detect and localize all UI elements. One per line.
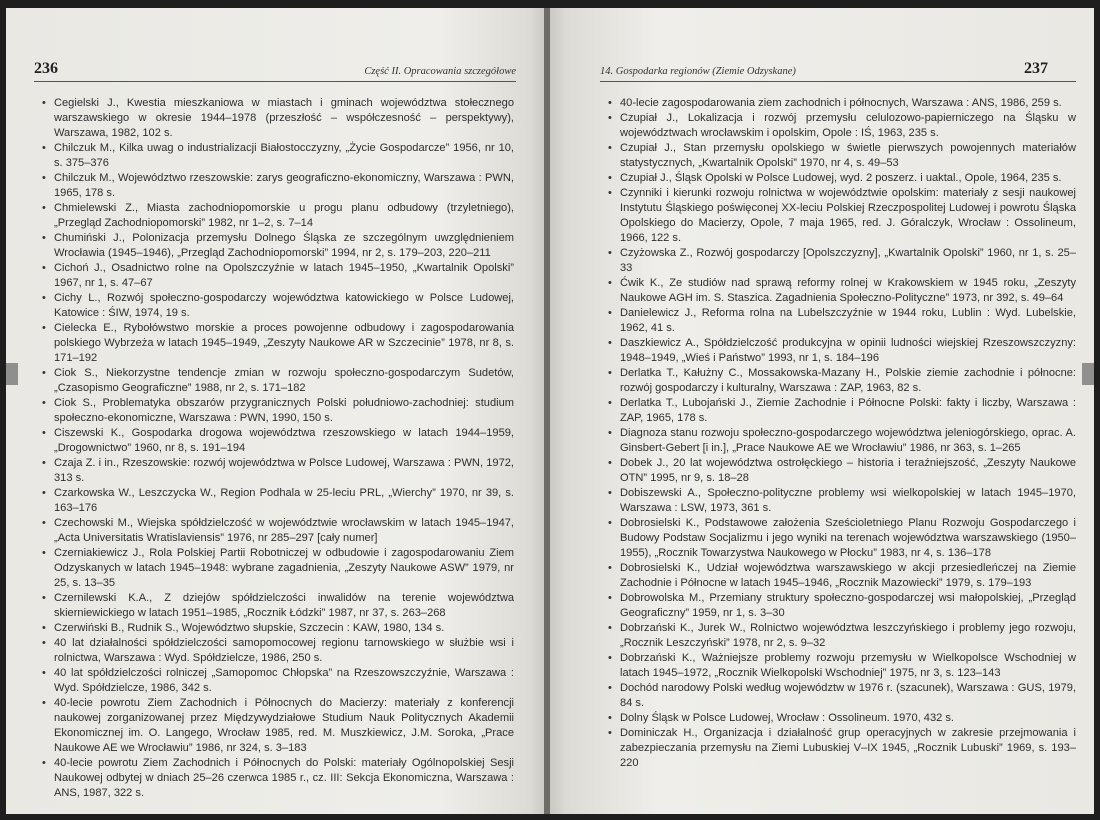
bibliography-entry: • Dobrzański K., Ważniejsze problemy rozwoju przemysłu w Wielkopolsce Wschodniej w latach 1945–1972, „Rocznik Wielkopolski Wschodniej” 1975, nr 3, s. 123–143: [610, 651, 1076, 681]
bibliography-entry: • Dobrowolska M., Przemiany struktury społeczno-gospodarczej wsi małopolskiej, „Przegląd Geograficzny” 1959, nr 1, s. 3–30: [610, 591, 1076, 621]
bibliography-entry: • Dochód narodowy Polski według województw w 1976 r. (szacunek), Warszawa : GUS, 1979, 84 s.: [610, 681, 1076, 711]
bibliography-entry: • Chilczuk M., Kilka uwag o industrializacji Białostocczyzny, „Życie Gospodarcze” 1956, nr 10, s. 375–376: [44, 141, 514, 171]
bibliography-entry: • Derlatka T., Lubojański J., Ziemie Zachodnie i Północne Polski: fakty i liczby, Warszawa : ZAP, 1965, 178 s.: [610, 396, 1076, 426]
running-head: Część II. Opracowania szczegółowe: [364, 66, 516, 77]
bibliography-entry: • Ćwik K., Ze studiów nad sprawą reformy rolnej w Krakowskiem w 1945 roku, „Zeszyty Naukowe AGH im. S. Staszica. Zagadnienia Społeczno-Polityczne” 1973, nr 392, s. 49–64: [610, 276, 1076, 306]
bibliography-entry: • Ciok S., Niekorzystne tendencje zmian w rozwoju społeczno-gospodarczym Sudetów, „Czasopismo Geograficzne” 1988, nr 2, s. 171–182: [44, 366, 514, 396]
bibliography-entry: • 40 lat spółdzielczości rolniczej „Samopomoc Chłopska” na Rzeszowszczyźnie, Warszawa : Wyd. Spółdzielcze, 1986, 342 s.: [44, 666, 514, 696]
header-rule: [34, 81, 516, 82]
book-spread: [6, 8, 1094, 814]
bibliography-entry: • 40-lecie powrotu Ziem Zachodnich i Północnych do Polski: materiały Ogólnopolskiej Sesji Naukowej odbytej w dniach 25–26 czerwca 1985 r., cz. III: Sekcja Ekonomiczna, Warszawa : ANS, 1987, 322 s.: [44, 756, 514, 801]
bibliography-entry: • 40-lecie zagospodarowania ziem zachodnich i północnych, Warszawa : ANS, 1986, 259 s.: [610, 96, 1076, 111]
bibliography-entry: • Czynniki i kierunki rozwoju rolnictwa w województwie opolskim: materiały z sesji naukowej Instytutu Śląskiego poświęconej XX-leciu Polskiej Rzeczpospolitej Ludowej i powrotu Śląska Opolskiego do Macierzy, Opole, 7 maja 1965, red. J. Góralczyk, Wrocław : Ossolineum, 1966, 122 s.: [610, 186, 1076, 246]
bibliography-entry: • Daszkiewicz A., Spółdzielczość produkcyjna w opinii ludności wiejskiej Rzeszowszczyzny: 1948–1949, „Wieś i Państwo” 1993, nr 1, s. 184–196: [610, 336, 1076, 366]
bibliography-entry: • Dolny Śląsk w Polsce Ludowej, Wrocław : Ossolineum. 1970, 432 s.: [610, 711, 1076, 726]
bibliography-entry: • Cichy L., Rozwój społeczno-gospodarczy województwa katowickiego w Polsce Ludowej, Katowice : ŚIW, 1974, 19 s.: [44, 291, 514, 321]
bibliography-entry: • Chilczuk M., Województwo rzeszowskie: zarys geograficzno-ekonomiczny, Warszawa : PWN, 1965, 178 s.: [44, 171, 514, 201]
bibliography-entry: • Czarkowska W., Leszczycka W., Region Podhala w 25-leciu PRL, „Wierchy” 1970, nr 39, s. 163–176: [44, 486, 514, 516]
bibliography-entry: • Cielecka E., Rybołówstwo morskie a proces powojenne odbudowy i zagospodarowania polskiego Wybrzeża w latach 1945–1949, „Zeszyty Naukowe AR w Szczecinie” 1978, nr 8, s. 171–192: [44, 321, 514, 366]
bibliography-entry: • Chmielewski Z., Miasta zachodniopomorskie u progu planu odbudowy (trzyletniego), „Przegląd Zachodniopomorski” 1982, nr 1–2, s. 7–14: [44, 201, 514, 231]
running-head: 14. Gospodarka regionów (Ziemie Odzyskane): [600, 66, 796, 77]
header-rule: [600, 81, 1076, 82]
bibliography-list: [610, 96, 1076, 771]
bibliography-entry: • Czupiał J., Śląsk Opolski w Polsce Ludowej, wyd. 2 poszerz. i uaktal., Opole, 1964, 235 s.: [610, 171, 1076, 186]
bibliography-entry: • Danielewicz J., Reforma rolna na Lubelszczyźnie w 1944 roku, Lublin : Wyd. Lubelskie, 1962, 41 s.: [610, 306, 1076, 336]
bibliography-entry: • Dobiszewski A., Społeczno-polityczne problemy wsi wielkopolskiej w latach 1945–1970, Warszawa : LSW, 1973, 361 s.: [610, 486, 1076, 516]
thumb-tab: [1082, 363, 1094, 385]
bibliography-entry: • Czerwiński B., Rudnik S., Województwo słupskie, Szczecin : KAW, 1980, 134 s.: [44, 621, 514, 636]
bibliography-entry: • Dobrosielski K., Udział województwa warszawskiego w akcji przesiedleńczej na Ziemie Zachodnie i Północne w latach 1945–1946, „Rocznik Mazowiecki” 1979, s. 179–193: [610, 561, 1076, 591]
bibliography-entry: • Ciszewski K., Gospodarka drogowa województwa rzeszowskiego w latach 1944–1959, „Drogownictwo” 1960, nr 8, s. 191–194: [44, 426, 514, 456]
bibliography-entry: • Dobek J., 20 lat województwa ostrołęckiego – historia i teraźniejszość, „Zeszyty Naukowe OTN” 1995, nr 9, s. 18–28: [610, 456, 1076, 486]
bibliography-list: [44, 96, 514, 801]
bibliography-entry: • Czerniakiewicz J., Rola Polskiej Partii Robotniczej w odbudowie i zagospodarowaniu Ziem Odzyskanych w latach 1945–1948: wybrane zagadnienia, „Zeszyty Naukowe ASW” 1979, nr 25, s. 13–35: [44, 546, 514, 591]
bibliography-entry: • Czyżowska Z., Rozwój gospodarczy [Opolszczyzny], „Kwartalnik Opolski” 1960, nr 1, s. 25–33: [610, 246, 1076, 276]
thumb-tab: [6, 363, 18, 385]
bibliography-entry: • Czernilewski K.A., Z dziejów spółdzielczości inwalidów na terenie województwa skierniewickiego w latach 1951–1985, „Rocznik Łódzki” 1987, nr 37, s. 263–268: [44, 591, 514, 621]
bibliography-entry: • Czechowski M., Wiejska spółdzielczość w województwie wrocławskim w latach 1945–1947, „Acta Universitatis Wratislaviensis” 1976, nr 285–297 [cały numer]: [44, 516, 514, 546]
page-number: 237: [1024, 60, 1048, 77]
bibliography-entry: • Czupiał J., Lokalizacja i rozwój przemysłu celulozowo-papierniczego na Śląsku w województwach wrocławskim i opolskim, Opole : IŚ, 1963, 235 s.: [610, 111, 1076, 141]
bibliography-entry: • Diagnoza stanu rozwoju społeczno-gospodarczego województwa jeleniogórskiego, oprac. A. Ginsbert-Gebert [i in.], „Prace Naukowe AE we Wrocławiu” 1986, nr 363, s. 1–265: [610, 426, 1076, 456]
bibliography-entry: • Derlatka T., Kałużny C., Mossakowska-Mazany H., Polskie ziemie zachodnie i północne: rozwój gospodarczy i kulturalny, Warszawa : ZAP, 1963, 82 s.: [610, 366, 1076, 396]
bibliography-entry: • 40-lecie powrotu Ziem Zachodnich i Północnych do Macierzy: materiały z konferencji naukowej zorganizowanej przez Międzywydziałowe Studium Nauk Politycznych Akademii Ekonomicznej im. O. Langego, Wrocław 1985, red. M. Muszkiewicz, J.M. Soroka, „Prace Naukowe AE we Wrocławiu” 1986, nr 324, s. 3–183: [44, 696, 514, 756]
bibliography-entry: • Czupiał J., Stan przemysłu opolskiego w świetle pierwszych powojennych materiałów statystycznych, „Kwartalnik Opolski” 1970, nr 4, s. 49–53: [610, 141, 1076, 171]
bibliography-entry: • Dobrosielski K., Podstawowe założenia Sześcioletniego Planu Rozwoju Gospodarczego i Budowy Podstaw Socjalizmu i jego wyniki na terenach województwa warszawskiego (1950–1955), „Rocznik Towarzystwa Naukowego w Płocku” 1983, nr 4, s. 136–178: [610, 516, 1076, 561]
right-page: [550, 8, 1094, 814]
page-number: 236: [34, 60, 58, 77]
bibliography-entry: • Cichoń J., Osadnictwo rolne na Opolszczyźnie w latach 1945–1950, „Kwartalnik Opolski” 1967, nr 1, s. 47–67: [44, 261, 514, 291]
left-page: [6, 8, 546, 814]
bibliography-entry: • Czaja Z. i in., Rzeszowskie: rozwój województwa w Polsce Ludowej, Warszawa : PWN, 1972, 313 s.: [44, 456, 514, 486]
bibliography-entry: • Chumiński J., Polonizacja przemysłu Dolnego Śląska ze szczególnym uwzględnieniem Wrocławia (1945–1946), „Przegląd Zachodniopomorski” 1994, nr 2, s. 179–203, 220–211: [44, 231, 514, 261]
bibliography-entry: • Dominiczak H., Organizacja i działalność grup operacyjnych w zakresie przejmowania i zabezpieczania przemysłu na Ziemi Lubuskiej V–IX 1945, „Rocznik Lubuski” 1969, s. 193–220: [610, 726, 1076, 771]
bibliography-entry: • Cegielski J., Kwestia mieszkaniowa w miastach i gminach województwa stołecznego warszawskiego w okresie 1944–1978 (przeszłość – współczesność – perspektywy), Warszawa, 1982, 102 s.: [44, 96, 514, 141]
bibliography-entry: • Ciok S., Problematyka obszarów przygranicznych Polski południowo-zachodniej: studium społeczno-ekonomiczne, Warszawa : PWN, 1990, 150 s.: [44, 396, 514, 426]
bibliography-entry: • Dobrzański K., Jurek W., Rolnictwo województwa leszczyńskiego i problemy jego rozwoju, „Rocznik Leszczyński” 1978, nr 2, s. 9–32: [610, 621, 1076, 651]
bibliography-entry: • 40 lat działalności spółdzielczości samopomocowej regionu tarnowskiego w służbie wsi i rolnictwa, Warszawa : Wyd. Spółdzielcze, 1986, 250 s.: [44, 636, 514, 666]
